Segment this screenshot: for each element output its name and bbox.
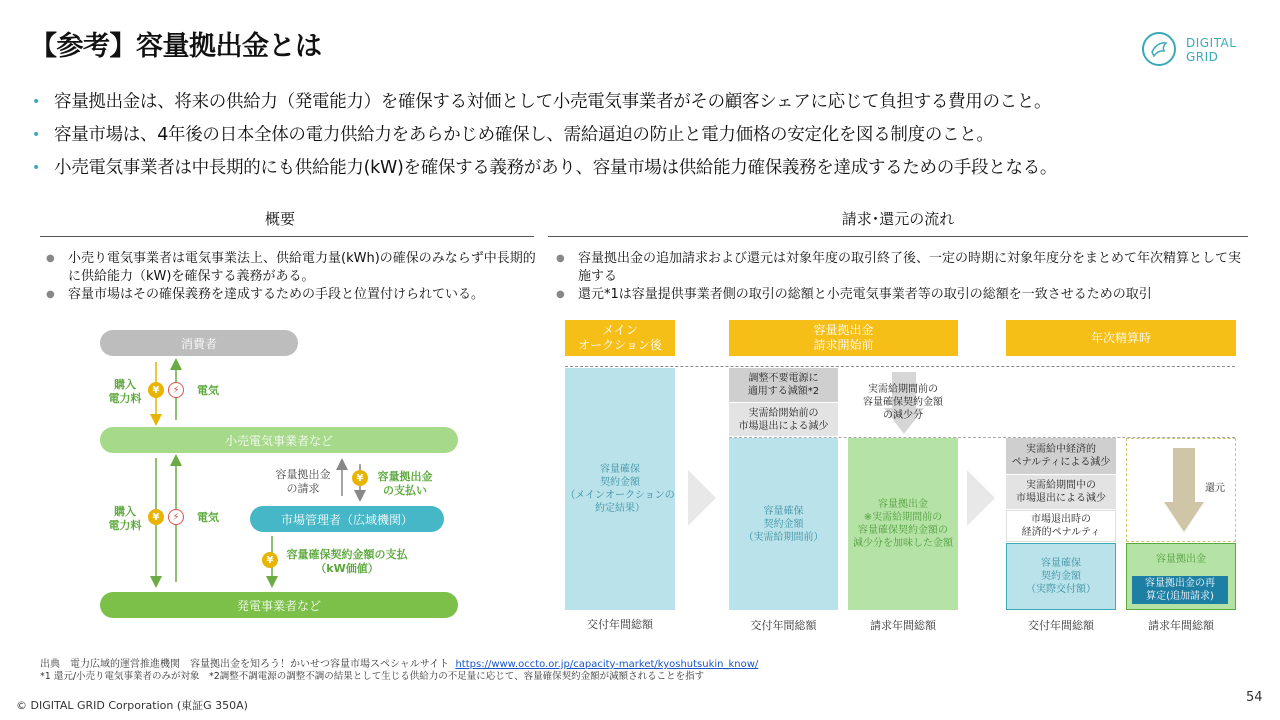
return-down-arrow-icon — [1164, 448, 1204, 532]
purchase-fee-label: 購入 電力料 — [108, 378, 142, 405]
overview-rule — [40, 236, 534, 237]
market-admin-pill: 市場管理者（広域機関） — [250, 506, 444, 532]
electricity-bolt-icon: ⚡ — [168, 509, 184, 525]
electricity-label: 電気 — [197, 511, 219, 524]
contract-amount-main-auction: 容量確保 契約金額 （メインオークションの 約定結果） — [565, 368, 675, 610]
axis-label: 交付年間総額 — [1028, 619, 1094, 632]
return-label: 還元 — [1205, 482, 1225, 494]
yen-coin-icon: ¥ — [148, 382, 164, 398]
flow-points — [550, 250, 1250, 304]
axis-label: 請求年間総額 — [870, 619, 936, 632]
header-after-main-auction: メイン オークション後 — [565, 320, 675, 356]
page-number: 54 — [1246, 690, 1263, 705]
overview-point: ● 小売り電気事業者は電気事業法上、供給電力量(kWh)の確保のみならず中長期的に供給能力（kW)を確保する義務がある。 — [40, 250, 536, 286]
contract-amount-pre-delivery: 容量確保 契約金額 （実需給期間前） — [729, 438, 838, 610]
capacity-contribution-label: 容量拠出金 — [1156, 553, 1206, 565]
exit-penalty-block: 市場退出時の 経済的ペナルティ — [1006, 510, 1116, 542]
axis-label: 交付年間総額 — [587, 618, 653, 631]
flow-point: ● 容量拠出金の追加請求および還元は対象年度の取引終了後、一定の時期に対象年度分をまとめて年次精算として実施する — [550, 250, 1250, 286]
yen-coin-icon: ¥ — [148, 509, 164, 525]
retailer-pill: 小売電気事業者など — [100, 427, 458, 453]
overview-points — [40, 250, 536, 304]
economic-penalty-reduction-block: 実需給中経済的 ペナルティによる減少 — [1006, 438, 1116, 474]
overview-point: ● 容量市場はその確保義務を達成するための手段と位置付けられている。 — [40, 286, 536, 304]
capacity-request-label: 容量拠出金 の請求 — [275, 468, 331, 495]
intro-bullet: • 容量拠出金は、将来の供給力（発電能力）を確保する対価として小売電気事業者がその顧客シェアに応じて負担する費用のこと。 — [32, 86, 1252, 119]
pre-delivery-exit-block: 実需給開始前の 市場退出による減少 — [729, 403, 838, 436]
footnote: *1 還元/小売り電気事業者のみが対象 *2調整不調電源の調整不調の結果として生じる供給力の不足量に応じて、容量確保契約金額が減額されることを指す — [40, 671, 705, 682]
source-prefix: 出典 電力広域的運営推進機関 容量拠出金を知ろう！かいせつ容量市場スペシャルサイト — [40, 659, 450, 670]
flow-point: ● 還元*1は容量提供事業者側の取引の総額と小売電気事業者等の取引の総額を一致させるための取引 — [550, 286, 1250, 304]
consumer-pill: 消費者 — [100, 330, 298, 356]
header-annual-settlement: 年次精算時 — [1006, 320, 1236, 356]
overview-heading: 概要 — [264, 210, 295, 228]
generator-pill: 発電事業者など — [100, 592, 458, 618]
intro-bullets — [32, 86, 1252, 185]
axis-label: 請求年間総額 — [1148, 619, 1214, 632]
yen-coin-icon: ¥ — [352, 470, 368, 486]
reduction-amount-label: 実需給期間前の 容量確保契約金額 の減少分 — [863, 383, 943, 421]
capacity-contribution-block: 容量拠出金 ※実需給期間前の 容量確保契約金額の 減少分を加味した金額 — [848, 438, 958, 610]
intro-bullet: • 容量市場は、4年後の日本全体の電力供給力をあらかじめ確保し、需給逼迫の防止と電力価格の安定化を図る制度のこと。 — [32, 119, 1252, 152]
logo-bird-icon — [1142, 32, 1176, 66]
top-dashed-line — [565, 366, 1235, 367]
logo-line-2: GRID — [1186, 50, 1219, 64]
flow-chevron-icon — [967, 470, 995, 526]
intro-bullet: • 小売電気事業者は中長期的にも供給能力(kW)を確保する義務があり、容量市場は供給能力確保義務を達成するための手段となる。 — [32, 152, 1252, 185]
capacity-payment-label: 容量拠出金 の支払い — [377, 470, 433, 497]
contract-amount-actual: 容量確保 契約金額 （実際交付額） — [1006, 543, 1116, 610]
adjustment-reduction-block: 調整不要電源に 適用する減額*2 — [729, 368, 838, 402]
flow-chevron-icon — [688, 470, 716, 526]
header-before-billing: 容量拠出金 請求開始前 — [729, 320, 958, 356]
purchase-fee-label: 購入 電力料 — [108, 505, 142, 532]
axis-label: 交付年間総額 — [750, 619, 817, 632]
page-title: 【参考】容量拠出金とは — [30, 31, 322, 62]
copyright: © DIGITAL GRID Corporation (東証G 350A) — [16, 699, 248, 712]
digital-grid-logo — [1142, 32, 1242, 68]
electricity-bolt-icon: ⚡ — [168, 382, 184, 398]
flow-heading: 請求･還元の流れ — [841, 210, 955, 228]
recalc-additional-billing-block: 容量拠出金の再 算定(追加請求) — [1132, 576, 1228, 604]
contract-payment-label: 容量確保契約金額の支払 （kW価値） — [286, 548, 408, 575]
delivery-exit-block: 実需給期間中の 市場退出による減少 — [1006, 475, 1116, 509]
electricity-label: 電気 — [197, 384, 219, 397]
flow-rule — [548, 236, 1248, 237]
logo-line-1: DIGITAL — [1186, 36, 1237, 50]
source-link[interactable]: https://www.occto.or.jp/capacity-market/kyoshutsukin_know/ — [455, 659, 759, 670]
yen-coin-icon: ¥ — [262, 552, 278, 568]
